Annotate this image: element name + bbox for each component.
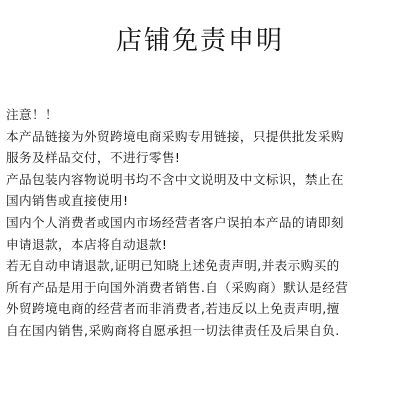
- disclaimer-line: 自在国内销售,采购商将自愿承担一切法律责任及后果自负.: [6, 322, 340, 338]
- disclaimer-line: 国内销售或直接使用!: [6, 193, 129, 209]
- disclaimer-body: [6, 104, 396, 342]
- disclaimer-line: 产品包装内容物说明书均不含中文说明及中文标识，禁止在: [6, 171, 344, 187]
- disclaimer-line: 若无自动申请退款,证明已知晓上述免责声明,并表示购买的: [6, 258, 340, 274]
- disclaimer-line: 所有产品是用于向国外消费者销售.自（采购商）默认是经营: [6, 279, 349, 295]
- page-title: 店铺免责申明: [115, 26, 284, 56]
- disclaimer-line: 申请退款，本店将自动退款!: [6, 236, 168, 252]
- disclaimer-line: 国内个人消费者或国内市场经营者客户误拍本产品的请即刻: [6, 214, 344, 230]
- disclaimer-line: 服务及样品交付，不进行零售!: [6, 150, 181, 166]
- notice-line: 注意！！: [6, 107, 58, 122]
- disclaimer-line: 本产品链接为外贸跨境电商采购专用链接，只提供批发采购: [6, 128, 344, 144]
- disclaimer-line: 外贸跨境电商的经营者而非消费者,若违反以上免责声明,擅: [6, 301, 340, 317]
